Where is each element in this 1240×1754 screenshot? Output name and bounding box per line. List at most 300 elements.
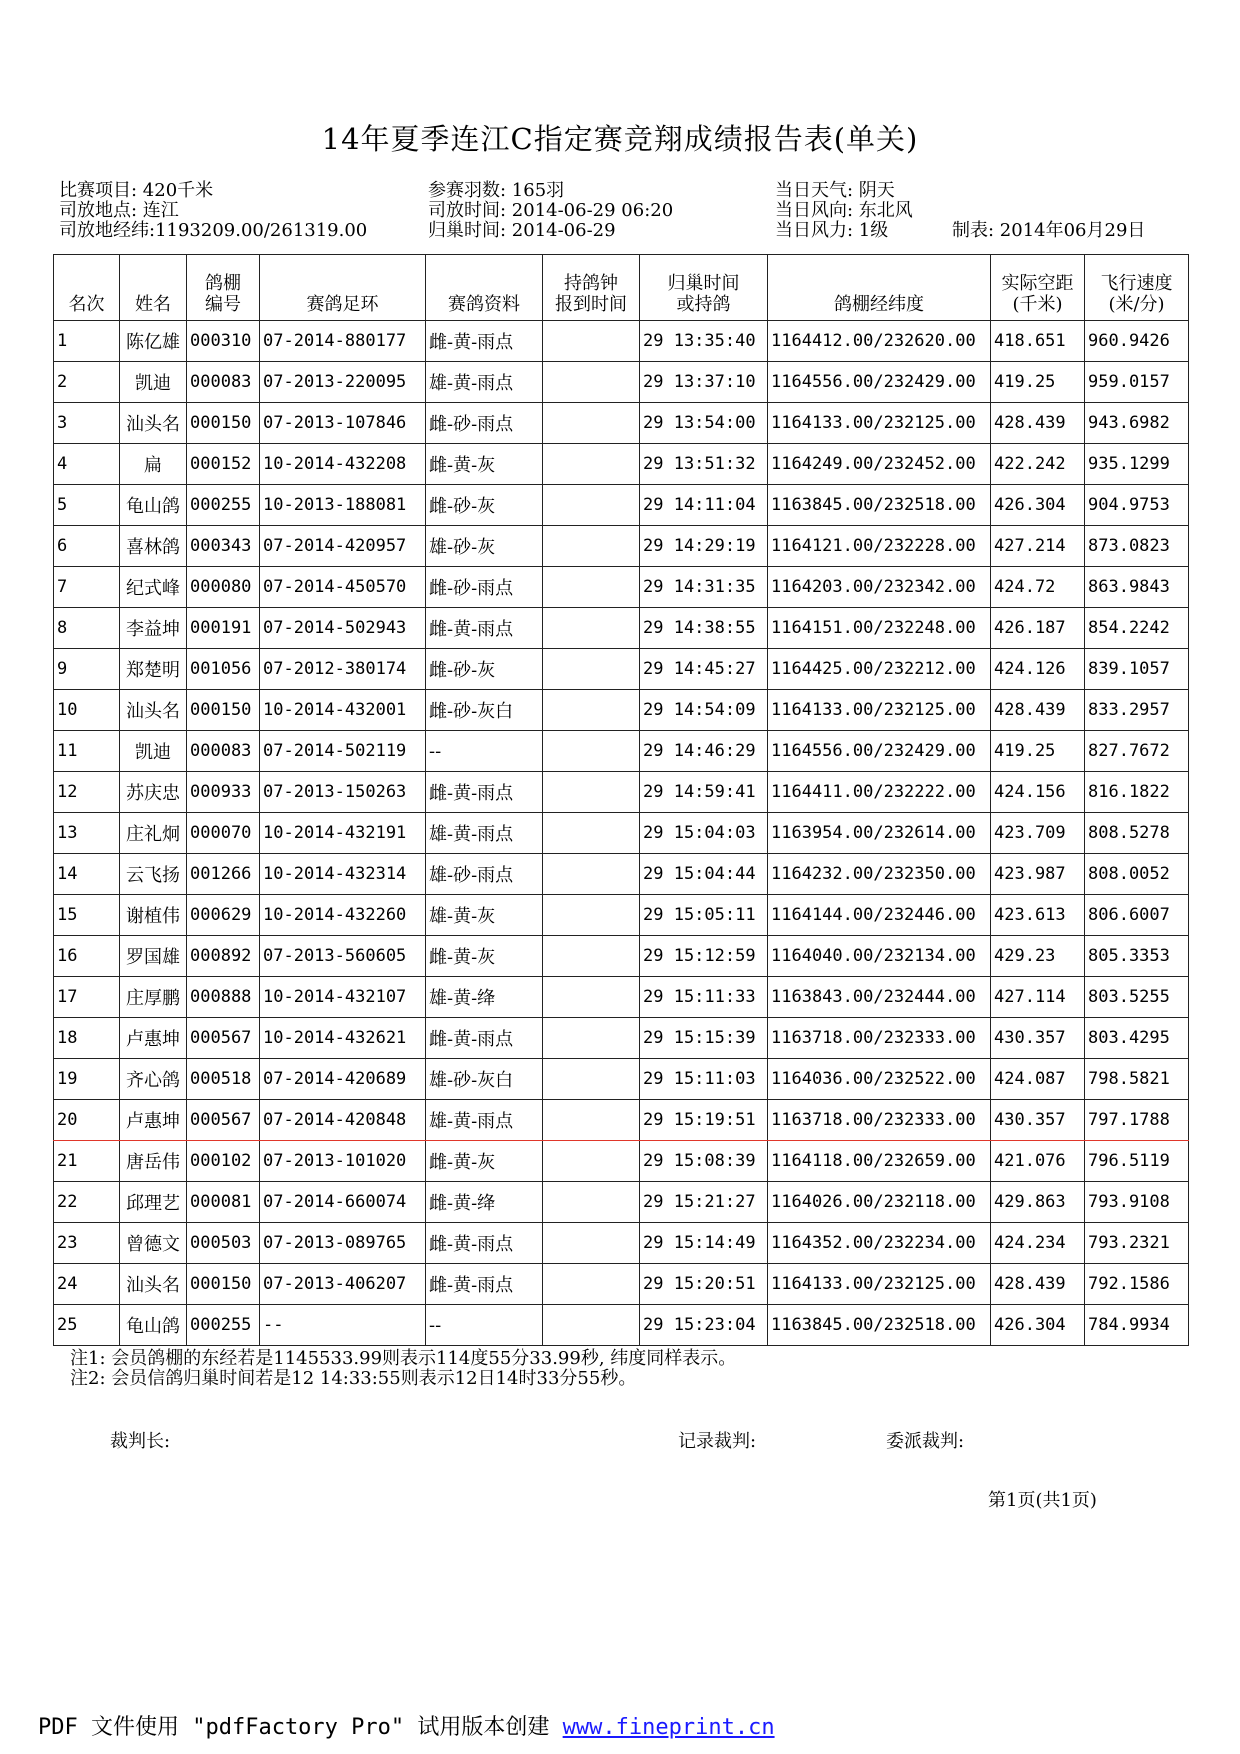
cell-distance: 428.439 xyxy=(991,690,1085,731)
table-row xyxy=(54,1223,1189,1264)
cell-pigeon-info: 雌-砂-雨点 xyxy=(426,567,543,608)
cell-ring-number: 07-2014-660074 xyxy=(260,1182,426,1223)
cell-distance: 430.357 xyxy=(991,1100,1085,1141)
cell-rank: 16 xyxy=(54,936,120,977)
table-row xyxy=(54,485,1189,526)
cell-clock-time xyxy=(543,1018,640,1059)
cell-loft-id: 000629 xyxy=(187,895,260,936)
cell-clock-time xyxy=(543,854,640,895)
return-time: 归巢时间: 2014-06-29 xyxy=(428,220,616,241)
cell-loft-coords: 1164232.00/232350.00 xyxy=(768,854,991,895)
table-row xyxy=(54,1059,1189,1100)
cell-distance: 427.214 xyxy=(991,526,1085,567)
made-by-date: 制表: 2014年06月29日 xyxy=(952,220,1146,241)
cell-distance: 428.439 xyxy=(991,403,1085,444)
page-number: 第1页(共1页) xyxy=(988,1490,1097,1511)
assigned-judge-label: 委派裁判: xyxy=(886,1431,965,1452)
table-row xyxy=(54,567,1189,608)
cell-arrival-time: 29 15:20:51 xyxy=(640,1264,768,1305)
cell-loft-coords: 1164425.00/232212.00 xyxy=(768,649,991,690)
cell-distance: 424.72 xyxy=(991,567,1085,608)
report-title: 14年夏季连江C指定赛竞翔成绩报告表(单关) xyxy=(321,122,919,156)
table-row xyxy=(54,772,1189,813)
cell-loft-coords: 1164412.00/232620.00 xyxy=(768,321,991,362)
cell-loft-id: 000081 xyxy=(187,1182,260,1223)
cell-clock-time xyxy=(543,485,640,526)
cell-speed: 793.2321 xyxy=(1085,1223,1189,1264)
cell-clock-time xyxy=(543,977,640,1018)
cell-rank: 11 xyxy=(54,731,120,772)
cell-loft-coords: 1164151.00/232248.00 xyxy=(768,608,991,649)
cell-speed: 904.9753 xyxy=(1085,485,1189,526)
cell-loft-coords: 1163718.00/232333.00 xyxy=(768,1018,991,1059)
cell-loft-id: 000503 xyxy=(187,1223,260,1264)
cell-arrival-time: 29 14:46:29 xyxy=(640,731,768,772)
cell-speed: 863.9843 xyxy=(1085,567,1189,608)
cell-loft-id: 000567 xyxy=(187,1018,260,1059)
cell-loft-coords: 1164036.00/232522.00 xyxy=(768,1059,991,1100)
cell-loft-coords: 1164121.00/232228.00 xyxy=(768,526,991,567)
table-row xyxy=(54,1305,1189,1346)
cell-arrival-time: 29 14:11:04 xyxy=(640,485,768,526)
weather: 当日天气: 阴天 xyxy=(775,180,895,201)
cell-ring-number: 10-2014-432191 xyxy=(260,813,426,854)
cell-distance: 429.863 xyxy=(991,1182,1085,1223)
cell-rank: 10 xyxy=(54,690,120,731)
cell-loft-coords: 1163843.00/232444.00 xyxy=(768,977,991,1018)
cell-name: 汕头名 xyxy=(120,690,187,731)
cell-name: 陈亿雄 xyxy=(120,321,187,362)
cell-loft-id: 000255 xyxy=(187,485,260,526)
cell-arrival-time: 29 14:54:09 xyxy=(640,690,768,731)
cell-ring-number: 07-2014-420689 xyxy=(260,1059,426,1100)
header-clock-time: 持鸽钟 报到时间 xyxy=(543,255,640,321)
cell-name: 纪式峰 xyxy=(120,567,187,608)
cell-loft-coords: 1164556.00/232429.00 xyxy=(768,362,991,403)
cell-loft-coords: 1164118.00/232659.00 xyxy=(768,1141,991,1182)
cell-ring-number: 07-2014-502119 xyxy=(260,731,426,772)
cell-loft-coords: 1164144.00/232446.00 xyxy=(768,895,991,936)
cell-speed: 803.5255 xyxy=(1085,977,1189,1018)
cell-pigeon-info: 雄-黄-雨点 xyxy=(426,813,543,854)
release-place: 司放地点: 连江 xyxy=(59,200,179,221)
cell-clock-time xyxy=(543,813,640,854)
cell-clock-time xyxy=(543,690,640,731)
cell-ring-number: 07-2013-107846 xyxy=(260,403,426,444)
cell-pigeon-info: 雄-砂-灰白 xyxy=(426,1059,543,1100)
cell-name: 苏庆忠 xyxy=(120,772,187,813)
table-row xyxy=(54,854,1189,895)
race-info-right xyxy=(775,181,913,241)
cell-arrival-time: 29 15:05:11 xyxy=(640,895,768,936)
cell-name: 云飞扬 xyxy=(120,854,187,895)
table-body xyxy=(54,321,1189,1346)
cell-rank: 12 xyxy=(54,772,120,813)
cell-name: 卢惠坤 xyxy=(120,1100,187,1141)
cell-pigeon-info: 雌-黄-绛 xyxy=(426,1182,543,1223)
cell-distance: 429.23 xyxy=(991,936,1085,977)
cell-pigeon-info: 雌-黄-雨点 xyxy=(426,608,543,649)
cell-clock-time xyxy=(543,567,640,608)
cell-loft-coords: 1164133.00/232125.00 xyxy=(768,1264,991,1305)
cell-name: 汕头名 xyxy=(120,403,187,444)
cell-speed: 806.6007 xyxy=(1085,895,1189,936)
cell-speed: 960.9426 xyxy=(1085,321,1189,362)
cell-name: 喜林鸽 xyxy=(120,526,187,567)
release-time: 司放时间: 2014-06-29 06:20 xyxy=(428,200,674,221)
race-item: 比赛项目: 420千米 xyxy=(59,180,214,201)
cell-clock-time xyxy=(543,1305,640,1346)
cell-pigeon-info: 雄-黄-雨点 xyxy=(426,362,543,403)
cell-loft-id: 000888 xyxy=(187,977,260,1018)
cell-clock-time xyxy=(543,608,640,649)
cell-speed: 803.4295 xyxy=(1085,1018,1189,1059)
header-rank: 名次 xyxy=(54,255,120,321)
header-pigeon-info: 赛鸽资料 xyxy=(426,255,543,321)
cell-pigeon-info: 雄-黄-绛 xyxy=(426,977,543,1018)
footer-link[interactable]: www.fineprint.cn xyxy=(562,1715,775,1740)
cell-arrival-time: 29 15:11:33 xyxy=(640,977,768,1018)
cell-loft-id: 000518 xyxy=(187,1059,260,1100)
table-row xyxy=(54,1264,1189,1305)
cell-loft-id: 001266 xyxy=(187,854,260,895)
cell-speed: 798.5821 xyxy=(1085,1059,1189,1100)
cell-name: 齐心鸽 xyxy=(120,1059,187,1100)
cell-loft-id: 000310 xyxy=(187,321,260,362)
cell-ring-number: 07-2013-560605 xyxy=(260,936,426,977)
table-row xyxy=(54,444,1189,485)
cell-distance: 421.076 xyxy=(991,1141,1085,1182)
cell-ring-number: 07-2013-220095 xyxy=(260,362,426,403)
table-row xyxy=(54,1018,1189,1059)
header-loft-id: 鸽棚 编号 xyxy=(187,255,260,321)
cell-name: 汕头名 xyxy=(120,1264,187,1305)
cell-clock-time xyxy=(543,321,640,362)
cell-rank: 1 xyxy=(54,321,120,362)
cell-arrival-time: 29 14:59:41 xyxy=(640,772,768,813)
notes xyxy=(70,1349,736,1389)
cell-clock-time xyxy=(543,362,640,403)
cell-ring-number: 07-2014-450570 xyxy=(260,567,426,608)
cell-clock-time xyxy=(543,1059,640,1100)
header-ring-number: 赛鸽足环 xyxy=(260,255,426,321)
cell-ring-number: 10-2014-432314 xyxy=(260,854,426,895)
cell-distance: 424.156 xyxy=(991,772,1085,813)
cell-distance: 430.357 xyxy=(991,1018,1085,1059)
cell-distance: 423.987 xyxy=(991,854,1085,895)
cell-ring-number: 07-2014-420957 xyxy=(260,526,426,567)
table-row xyxy=(54,362,1189,403)
table-row xyxy=(54,526,1189,567)
note-1: 注1: 会员鸽棚的东经若是1145533.99则表示114度55分33.99秒, 纬度同样表示。 xyxy=(70,1348,737,1369)
cell-arrival-time: 29 15:21:27 xyxy=(640,1182,768,1223)
footer-text: PDF 文件使用 "pdfFactory Pro" 试用版本创建 xyxy=(38,1715,563,1740)
cell-arrival-time: 29 13:35:40 xyxy=(640,321,768,362)
cell-speed: 839.1057 xyxy=(1085,649,1189,690)
entries-count: 参赛羽数: 165羽 xyxy=(428,180,565,201)
cell-ring-number: 07-2014-502943 xyxy=(260,608,426,649)
cell-loft-id: 000150 xyxy=(187,403,260,444)
cell-ring-number: 10-2013-188081 xyxy=(260,485,426,526)
cell-rank: 7 xyxy=(54,567,120,608)
cell-ring-number: 07-2013-089765 xyxy=(260,1223,426,1264)
cell-clock-time xyxy=(543,731,640,772)
cell-arrival-time: 29 14:29:19 xyxy=(640,526,768,567)
cell-speed: 854.2242 xyxy=(1085,608,1189,649)
cell-loft-coords: 1164249.00/232452.00 xyxy=(768,444,991,485)
cell-clock-time xyxy=(543,1223,640,1264)
cell-loft-id: 000102 xyxy=(187,1141,260,1182)
cell-loft-coords: 1164040.00/232134.00 xyxy=(768,936,991,977)
cell-rank: 25 xyxy=(54,1305,120,1346)
cell-arrival-time: 29 15:08:39 xyxy=(640,1141,768,1182)
cell-loft-coords: 1164352.00/232234.00 xyxy=(768,1223,991,1264)
table-row xyxy=(54,321,1189,362)
chief-judge-label: 裁判长: xyxy=(110,1431,171,1452)
cell-arrival-time: 29 14:45:27 xyxy=(640,649,768,690)
race-info-middle xyxy=(428,181,673,241)
cell-clock-time xyxy=(543,1264,640,1305)
cell-speed: 808.5278 xyxy=(1085,813,1189,854)
cell-clock-time xyxy=(543,444,640,485)
cell-pigeon-info: 雌-黄-雨点 xyxy=(426,1018,543,1059)
cell-loft-id: 001056 xyxy=(187,649,260,690)
cell-speed: 816.1822 xyxy=(1085,772,1189,813)
table-row xyxy=(54,649,1189,690)
cell-pigeon-info: 雌-黄-雨点 xyxy=(426,1264,543,1305)
cell-loft-coords: 1164411.00/232222.00 xyxy=(768,772,991,813)
cell-loft-id: 000080 xyxy=(187,567,260,608)
cell-speed: 808.0052 xyxy=(1085,854,1189,895)
cell-rank: 19 xyxy=(54,1059,120,1100)
cell-distance: 424.234 xyxy=(991,1223,1085,1264)
cell-distance: 423.613 xyxy=(991,895,1085,936)
wind-force: 当日风力: 1级 xyxy=(775,220,889,241)
cell-arrival-time: 29 15:14:49 xyxy=(640,1223,768,1264)
cell-loft-id: 000567 xyxy=(187,1100,260,1141)
cell-clock-time xyxy=(543,936,640,977)
cell-arrival-time: 29 15:04:03 xyxy=(640,813,768,854)
cell-name: 凯迪 xyxy=(120,362,187,403)
table-row xyxy=(54,813,1189,854)
cell-clock-time xyxy=(543,403,640,444)
cell-rank: 23 xyxy=(54,1223,120,1264)
cell-distance: 419.25 xyxy=(991,731,1085,772)
cell-ring-number: 10-2014-432107 xyxy=(260,977,426,1018)
cell-distance: 424.087 xyxy=(991,1059,1085,1100)
header-arrival-time: 归巢时间 或持鸽 xyxy=(640,255,768,321)
cell-pigeon-info: 雌-砂-灰 xyxy=(426,649,543,690)
cell-arrival-time: 29 13:37:10 xyxy=(640,362,768,403)
cell-loft-coords: 1163845.00/232518.00 xyxy=(768,1305,991,1346)
cell-ring-number: 07-2012-380174 xyxy=(260,649,426,690)
cell-clock-time xyxy=(543,772,640,813)
cell-speed: 943.6982 xyxy=(1085,403,1189,444)
cell-speed: 784.9934 xyxy=(1085,1305,1189,1346)
cell-pigeon-info: 雌-黄-灰 xyxy=(426,444,543,485)
cell-rank: 9 xyxy=(54,649,120,690)
cell-ring-number: 07-2013-150263 xyxy=(260,772,426,813)
cell-rank: 2 xyxy=(54,362,120,403)
cell-rank: 4 xyxy=(54,444,120,485)
cell-name: 李益坤 xyxy=(120,608,187,649)
cell-name: 唐岳伟 xyxy=(120,1141,187,1182)
cell-loft-id: 000933 xyxy=(187,772,260,813)
cell-loft-id: 000083 xyxy=(187,731,260,772)
cell-rank: 17 xyxy=(54,977,120,1018)
table-row xyxy=(54,1182,1189,1223)
cell-rank: 20 xyxy=(54,1100,120,1141)
table-row xyxy=(54,403,1189,444)
cell-loft-coords: 1163718.00/232333.00 xyxy=(768,1100,991,1141)
cell-clock-time xyxy=(543,526,640,567)
cell-loft-coords: 1164133.00/232125.00 xyxy=(768,690,991,731)
cell-loft-coords: 1164556.00/232429.00 xyxy=(768,731,991,772)
cell-loft-id: 000892 xyxy=(187,936,260,977)
cell-loft-coords: 1164026.00/232118.00 xyxy=(768,1182,991,1223)
cell-rank: 5 xyxy=(54,485,120,526)
cell-arrival-time: 29 15:23:04 xyxy=(640,1305,768,1346)
cell-pigeon-info: -- xyxy=(426,1305,543,1346)
cell-ring-number: -- xyxy=(260,1305,426,1346)
cell-speed: 833.2957 xyxy=(1085,690,1189,731)
cell-distance: 423.709 xyxy=(991,813,1085,854)
cell-clock-time xyxy=(543,649,640,690)
cell-ring-number: 07-2013-101020 xyxy=(260,1141,426,1182)
recording-judge-label: 记录裁判: xyxy=(678,1431,757,1452)
cell-distance: 426.187 xyxy=(991,608,1085,649)
cell-rank: 13 xyxy=(54,813,120,854)
table-row xyxy=(54,977,1189,1018)
cell-pigeon-info: 雌-黄-雨点 xyxy=(426,321,543,362)
table-row xyxy=(54,895,1189,936)
cell-pigeon-info: 雄-砂-灰 xyxy=(426,526,543,567)
cell-pigeon-info: 雄-黄-雨点 xyxy=(426,1100,543,1141)
note-2: 注2: 会员信鸽归巢时间若是12 14:33:55则表示12日14时33分55秒。 xyxy=(70,1368,637,1389)
cell-clock-time xyxy=(543,1182,640,1223)
table-row xyxy=(54,936,1189,977)
cell-name: 罗国雄 xyxy=(120,936,187,977)
cell-pigeon-info: 雌-砂-雨点 xyxy=(426,403,543,444)
cell-clock-time xyxy=(543,1141,640,1182)
cell-name: 庄厚鹏 xyxy=(120,977,187,1018)
cell-pigeon-info: -- xyxy=(426,731,543,772)
pdf-footer xyxy=(38,1710,775,1741)
table-row xyxy=(54,690,1189,731)
cell-speed: 873.0823 xyxy=(1085,526,1189,567)
cell-name: 卢惠坤 xyxy=(120,1018,187,1059)
cell-rank: 21 xyxy=(54,1141,120,1182)
cell-pigeon-info: 雄-砂-雨点 xyxy=(426,854,543,895)
cell-rank: 22 xyxy=(54,1182,120,1223)
cell-pigeon-info: 雄-黄-灰 xyxy=(426,895,543,936)
cell-name: 谢植伟 xyxy=(120,895,187,936)
results-table xyxy=(53,254,1189,1346)
header-distance: 实际空距 (千米) xyxy=(991,255,1085,321)
cell-distance: 426.304 xyxy=(991,485,1085,526)
cell-loft-id: 000152 xyxy=(187,444,260,485)
cell-speed: 805.3353 xyxy=(1085,936,1189,977)
cell-rank: 15 xyxy=(54,895,120,936)
cell-ring-number: 10-2014-432260 xyxy=(260,895,426,936)
cell-clock-time xyxy=(543,895,640,936)
cell-loft-id: 000150 xyxy=(187,1264,260,1305)
cell-ring-number: 07-2013-406207 xyxy=(260,1264,426,1305)
cell-speed: 959.0157 xyxy=(1085,362,1189,403)
cell-pigeon-info: 雌-黄-雨点 xyxy=(426,772,543,813)
header-speed: 飞行速度 (米/分) xyxy=(1085,255,1189,321)
cell-arrival-time: 29 15:11:03 xyxy=(640,1059,768,1100)
cell-loft-coords: 1164203.00/232342.00 xyxy=(768,567,991,608)
cell-loft-id: 000083 xyxy=(187,362,260,403)
header-loft-coords: 鸽棚经纬度 xyxy=(768,255,991,321)
race-info-left xyxy=(59,181,367,241)
cell-loft-coords: 1164133.00/232125.00 xyxy=(768,403,991,444)
cell-ring-number: 10-2014-432208 xyxy=(260,444,426,485)
header-name: 姓名 xyxy=(120,255,187,321)
table-row xyxy=(54,1141,1189,1182)
release-coords: 司放地经纬:1193209.00/261319.00 xyxy=(59,220,368,241)
cell-loft-id: 000343 xyxy=(187,526,260,567)
cell-speed: 792.1586 xyxy=(1085,1264,1189,1305)
cell-name: 郑楚明 xyxy=(120,649,187,690)
cell-distance: 428.439 xyxy=(991,1264,1085,1305)
cell-distance: 419.25 xyxy=(991,362,1085,403)
cell-loft-id: 000255 xyxy=(187,1305,260,1346)
cell-ring-number: 07-2014-420848 xyxy=(260,1100,426,1141)
cell-rank: 8 xyxy=(54,608,120,649)
cell-pigeon-info: 雌-黄-灰 xyxy=(426,1141,543,1182)
cell-name: 邱理艺 xyxy=(120,1182,187,1223)
cell-rank: 24 xyxy=(54,1264,120,1305)
cell-pigeon-info: 雌-砂-灰 xyxy=(426,485,543,526)
cell-rank: 14 xyxy=(54,854,120,895)
cell-loft-id: 000191 xyxy=(187,608,260,649)
cell-distance: 426.304 xyxy=(991,1305,1085,1346)
cell-name: 曾德文 xyxy=(120,1223,187,1264)
cell-speed: 796.5119 xyxy=(1085,1141,1189,1182)
cell-speed: 793.9108 xyxy=(1085,1182,1189,1223)
table-row xyxy=(54,1100,1189,1141)
wind-direction: 当日风向: 东北风 xyxy=(775,200,913,221)
cell-ring-number: 10-2014-432621 xyxy=(260,1018,426,1059)
cell-pigeon-info: 雌-砂-灰白 xyxy=(426,690,543,731)
cell-speed: 827.7672 xyxy=(1085,731,1189,772)
cell-arrival-time: 29 15:04:44 xyxy=(640,854,768,895)
cell-name: 龟山鸽 xyxy=(120,1305,187,1346)
cell-arrival-time: 29 14:38:55 xyxy=(640,608,768,649)
cell-name: 凯迪 xyxy=(120,731,187,772)
cell-distance: 427.114 xyxy=(991,977,1085,1018)
cell-distance: 424.126 xyxy=(991,649,1085,690)
cell-distance: 422.242 xyxy=(991,444,1085,485)
cell-name: 龟山鸽 xyxy=(120,485,187,526)
table-row xyxy=(54,731,1189,772)
cell-ring-number: 10-2014-432001 xyxy=(260,690,426,731)
table-row xyxy=(54,608,1189,649)
cell-rank: 3 xyxy=(54,403,120,444)
cell-arrival-time: 29 15:19:51 xyxy=(640,1100,768,1141)
cell-arrival-time: 29 14:31:35 xyxy=(640,567,768,608)
cell-loft-coords: 1163845.00/232518.00 xyxy=(768,485,991,526)
table-header-row xyxy=(54,255,1189,321)
cell-arrival-time: 29 15:12:59 xyxy=(640,936,768,977)
cell-rank: 6 xyxy=(54,526,120,567)
cell-loft-coords: 1163954.00/232614.00 xyxy=(768,813,991,854)
cell-name: 扁 xyxy=(120,444,187,485)
cell-clock-time xyxy=(543,1100,640,1141)
cell-name: 庄礼炯 xyxy=(120,813,187,854)
